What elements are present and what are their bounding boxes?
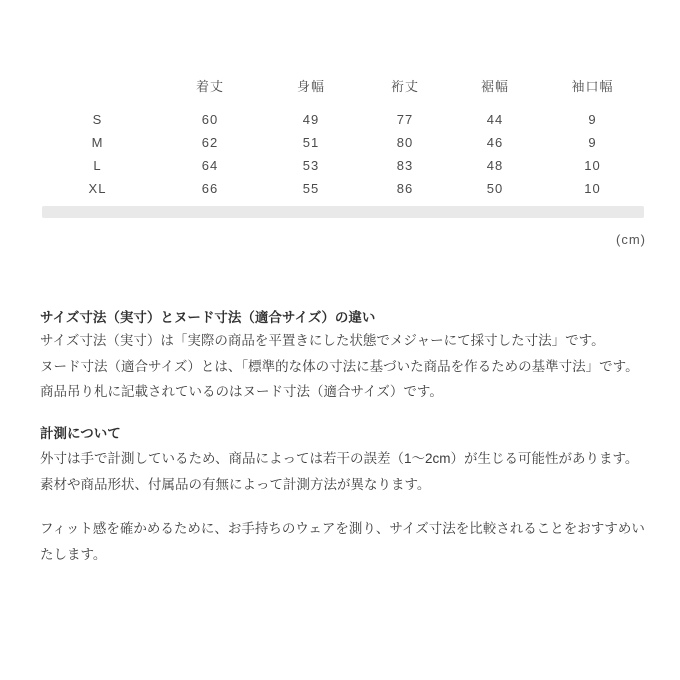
body-line: ヌード寸法（適合サイズ）とは、「標準的な体の寸法に基づいた商品を作るための基準寸法」です。 bbox=[40, 358, 639, 374]
section-measurement-body bbox=[40, 446, 638, 497]
size-table-header-row bbox=[40, 76, 648, 98]
size-cell: 64 bbox=[201, 158, 219, 173]
size-cell: 48 bbox=[486, 158, 504, 173]
body-line: 商品吊り札に記載されているのはヌード寸法（適合サイズ）です。 bbox=[40, 384, 443, 399]
column-header-cuff-width: 袖口幅 bbox=[571, 79, 614, 94]
size-cell: 51 bbox=[302, 135, 320, 150]
size-cell: 9 bbox=[588, 112, 597, 127]
section-heading-size-vs-nude: サイズ寸法（実寸）とヌード寸法（適合サイズ）の違い bbox=[40, 310, 376, 325]
size-row-s bbox=[40, 108, 648, 131]
size-cell: 86 bbox=[396, 181, 414, 196]
size-row-m bbox=[40, 131, 648, 154]
size-cell: 66 bbox=[201, 181, 219, 196]
size-cell: 80 bbox=[396, 135, 414, 150]
size-spec-table bbox=[40, 76, 648, 200]
size-cell: 53 bbox=[302, 158, 320, 173]
section-heading-measurement: 計測について bbox=[40, 426, 121, 441]
body-line: 素材や商品形状、付属品の有無によって計測方法が異なります。 bbox=[40, 476, 431, 492]
size-cell: 77 bbox=[396, 112, 414, 127]
size-cell: 55 bbox=[302, 181, 320, 196]
size-cell: 60 bbox=[201, 112, 219, 127]
size-label: XL bbox=[88, 181, 107, 196]
body-line: サイズ寸法（実寸）は「実際の商品を平置きにした状態でメジャーにて採寸した寸法」です。 bbox=[40, 333, 605, 348]
size-label: L bbox=[93, 158, 102, 173]
size-cell: 44 bbox=[486, 112, 504, 127]
section-size-vs-nude-body bbox=[40, 328, 639, 405]
column-header-body-length: 着丈 bbox=[195, 79, 224, 94]
size-cell: 9 bbox=[588, 135, 597, 150]
size-cell: 62 bbox=[201, 135, 219, 150]
size-cell: 83 bbox=[396, 158, 414, 173]
size-cell: 10 bbox=[584, 181, 601, 196]
size-cell: 46 bbox=[486, 135, 504, 150]
size-label: S bbox=[92, 112, 103, 127]
column-header-body-width: 身幅 bbox=[296, 79, 325, 94]
size-cell: 49 bbox=[302, 112, 320, 127]
fit-recommendation-note: フィット感を確かめるために、お手持ちのウェアを測り、サイズ寸法を比較されることをおすすめいたします。 bbox=[40, 521, 645, 562]
column-header-hem-width: 裾幅 bbox=[480, 79, 509, 94]
size-cell: 10 bbox=[584, 158, 601, 173]
table-horizontal-scrollbar[interactable] bbox=[42, 206, 644, 218]
size-row-l bbox=[40, 154, 648, 177]
unit-label-cm: (cm) bbox=[616, 232, 646, 247]
size-cell: 50 bbox=[486, 181, 504, 196]
body-line: 外寸は手で計測しているため、商品によっては若干の誤差（1～2cm）が生じる可能性があります。 bbox=[40, 451, 639, 466]
size-column-header-spacer bbox=[40, 76, 155, 98]
size-label: M bbox=[91, 135, 104, 150]
size-row-xl bbox=[40, 177, 648, 200]
column-header-sleeve-length: 裄丈 bbox=[390, 79, 419, 94]
